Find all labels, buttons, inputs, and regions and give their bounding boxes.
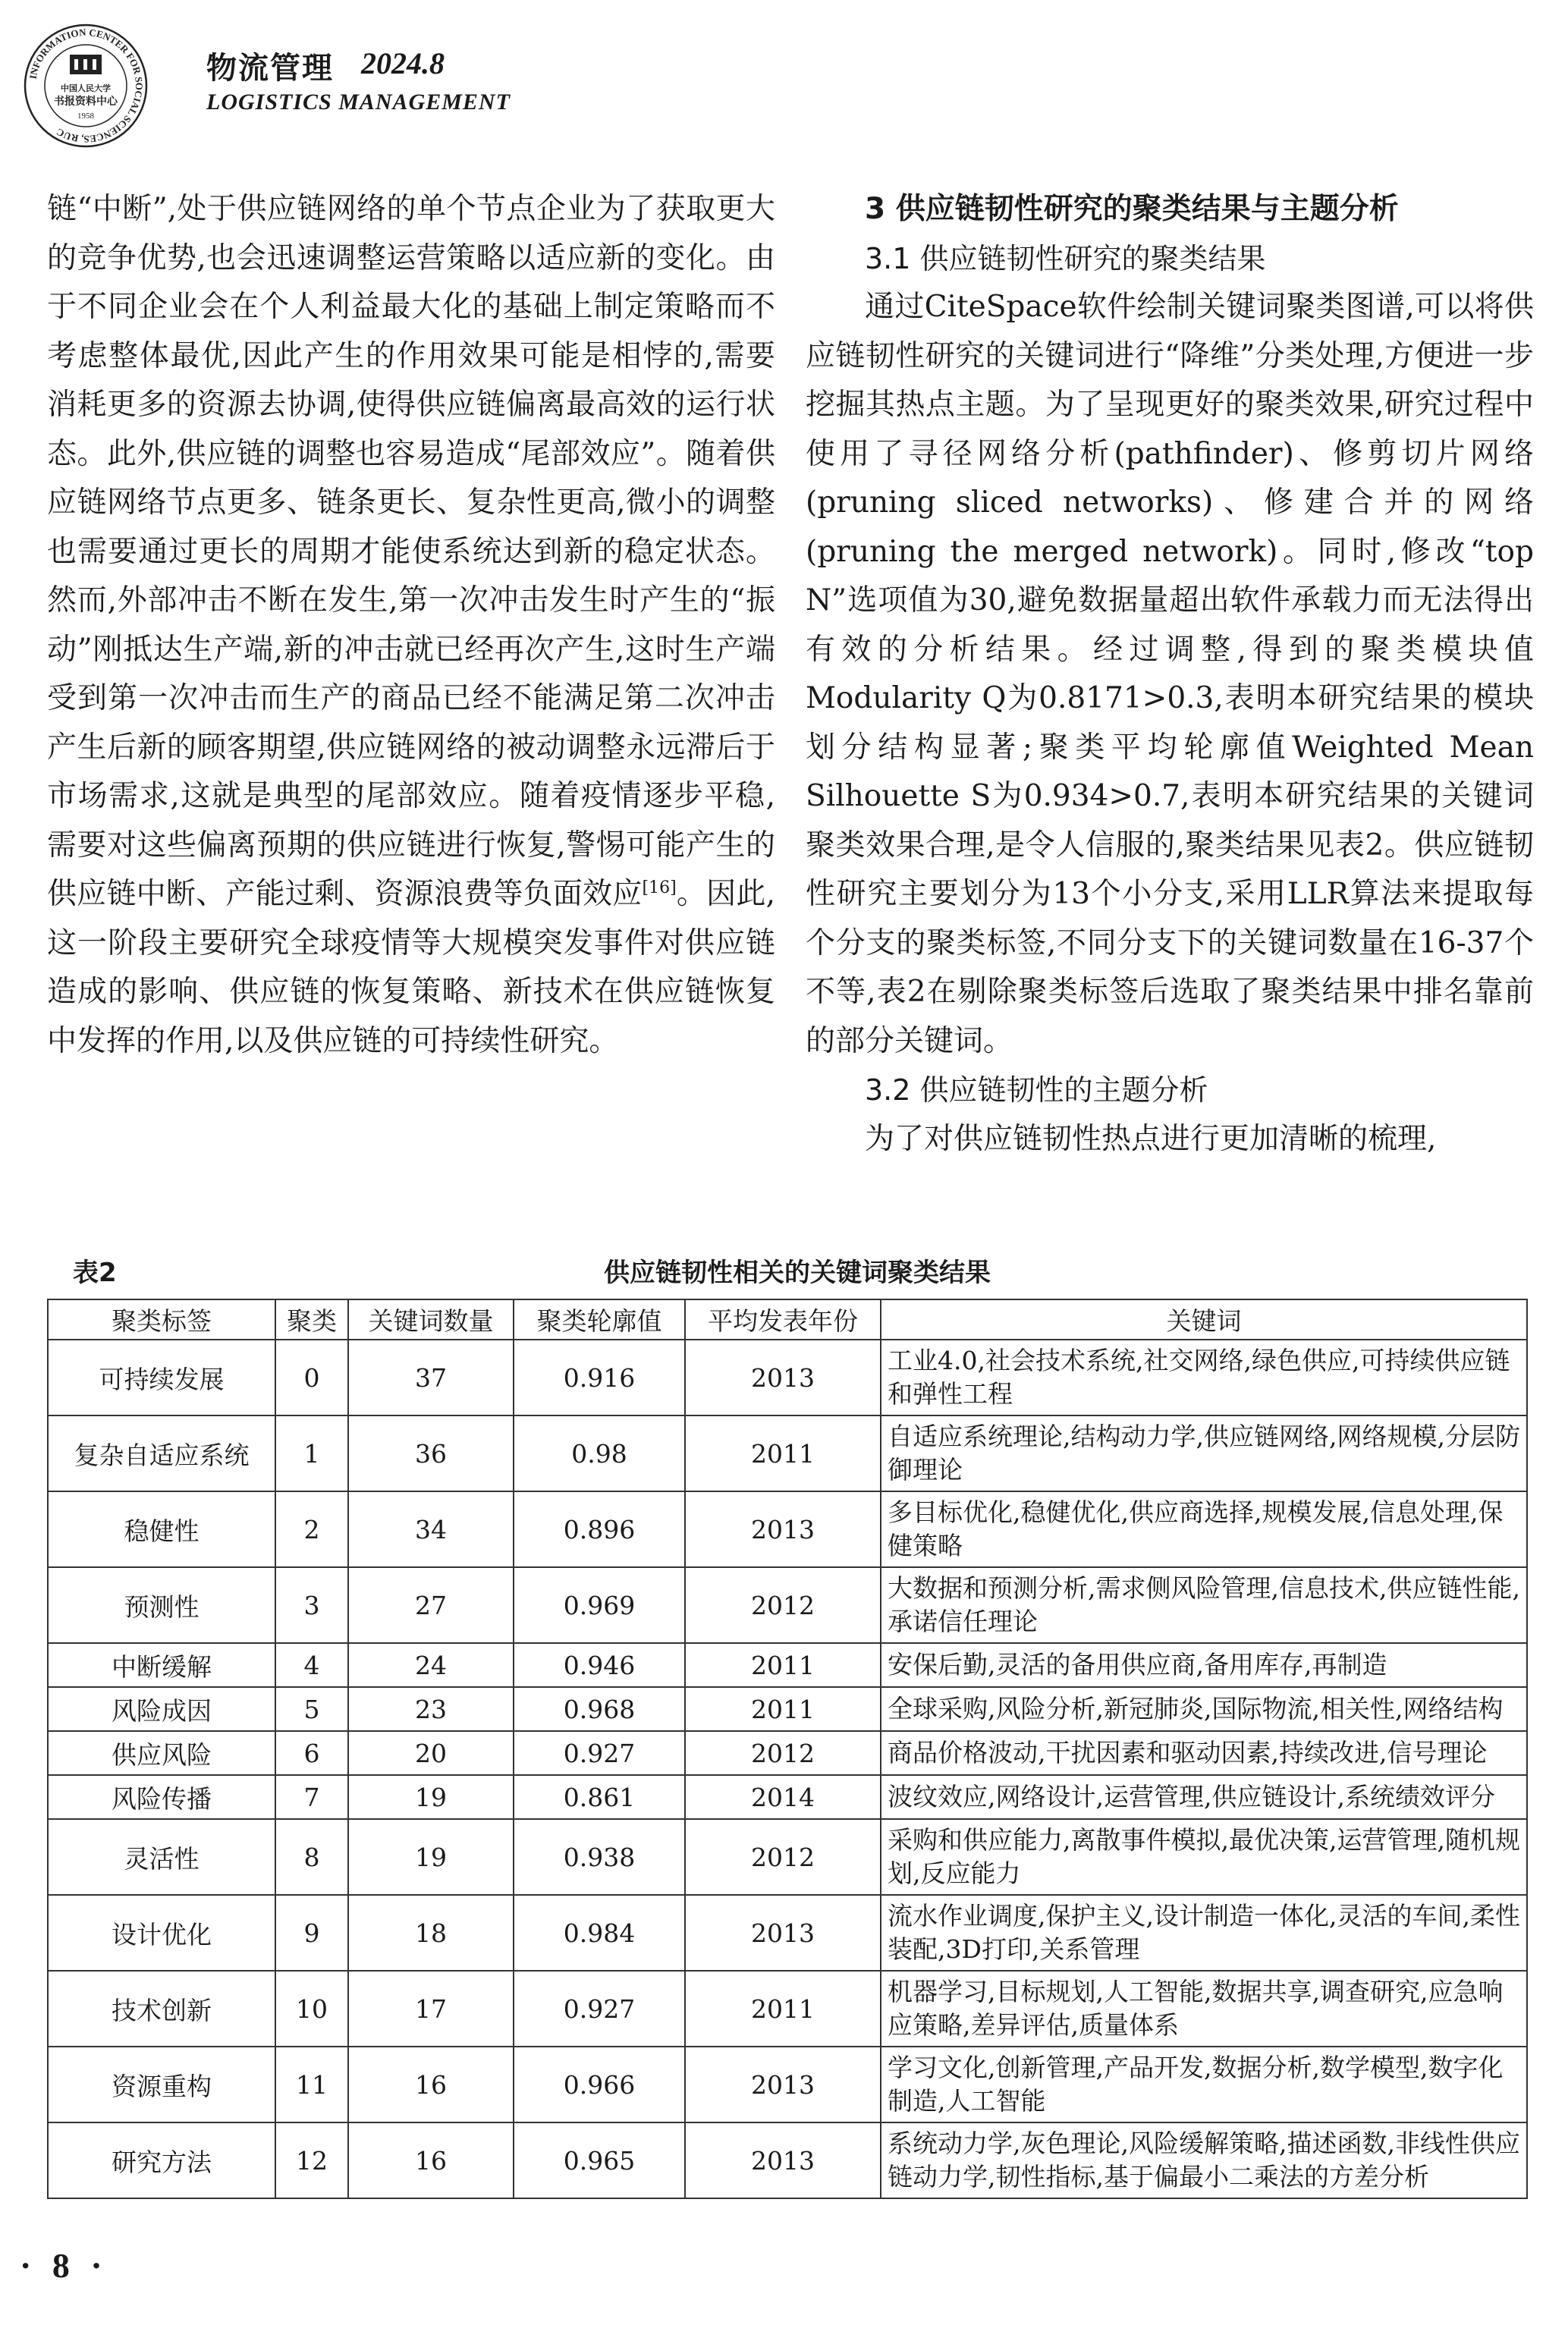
cell-keywords: 机器学习,目标规划,人工智能,数据共享,调查研究,应急响应策略,差异评估,质量体系 xyxy=(881,1971,1527,2047)
page-number: · 8 · xyxy=(20,2246,108,2285)
cell-cluster: 9 xyxy=(275,1895,348,1971)
cell-year: 2012 xyxy=(685,1567,881,1643)
cell-label: 资源重构 xyxy=(48,2047,275,2122)
cell-keywords: 波纹效应,网络设计,运营管理,供应链设计,系统绩效评分 xyxy=(881,1775,1527,1819)
cell-year: 2014 xyxy=(685,1775,881,1819)
body-paragraph xyxy=(47,185,775,1066)
cell-year: 2012 xyxy=(685,1819,881,1895)
cell-year: 2013 xyxy=(685,1895,881,1971)
cell-label: 风险成因 xyxy=(48,1687,275,1731)
table-row xyxy=(48,1687,1527,1731)
cell-count: 36 xyxy=(348,1415,514,1491)
left-column xyxy=(47,185,775,1066)
cell-label: 灵活性 xyxy=(48,1819,275,1895)
cell-keywords: 全球采购,风险分析,新冠肺炎,国际物流,相关性,网络结构 xyxy=(881,1687,1527,1731)
paragraph-text: 链“中断”,处于供应链网络的单个节点企业为了获取更大的竞争优势,也会迅速调整运营策略以适应新的变化。由于不同企业会在个人利益最大化的基础上制定策略而不考虑整体最优,因此产生的作用效果可能是相悖的,需要消耗更多的资源去协调,使得供应链偏离最高效的运行状态。此外,供应链的调整也容易造成“尾部效应”。随着供应链网络节点更多、链条更长、复杂性更高,微小的调整也需要通过更长的周期才能使系统达到新的稳定状态。然而,外部冲击不断在发生,第一次冲击发生时产生的“振动”刚抵达生产端,新的冲击就已经再次产生,这时生产端受到第一次冲击而生产的商品已经不能满足第二次冲击产生后新的顾客期望,供应链网络的被动调整永远滞后于市场需求,这就是典型的尾部效应。随着疫情逐步平稳,需要对这些偏离预期的供应链进行恢复,警惕可能产生的供应链中断、产能过剩、资源浪费等负面效应 xyxy=(47,192,775,911)
cell-cluster: 5 xyxy=(275,1687,348,1731)
svg-text:书报资料中心: 书报资料中心 xyxy=(54,96,118,108)
cell-year: 2011 xyxy=(685,1415,881,1491)
svg-text:中国人民大学: 中国人民大学 xyxy=(61,83,111,93)
cell-count: 24 xyxy=(348,1643,514,1687)
cell-silhouette: 0.861 xyxy=(514,1775,685,1819)
table-row xyxy=(48,1491,1527,1567)
cell-label: 稳健性 xyxy=(48,1491,275,1567)
cell-label: 预测性 xyxy=(48,1567,275,1643)
cell-year: 2011 xyxy=(685,1971,881,2047)
cell-keywords: 商品价格波动,干扰因素和驱动因素,持续改进,信号理论 xyxy=(881,1731,1527,1775)
column-header: 关键词数量 xyxy=(348,1299,514,1340)
cell-silhouette: 0.916 xyxy=(514,1340,685,1415)
institution-seal-logo xyxy=(21,21,150,150)
cell-silhouette: 0.984 xyxy=(514,1895,685,1971)
table-caption xyxy=(73,1252,1522,1290)
cell-label: 研究方法 xyxy=(48,2122,275,2198)
table-row xyxy=(48,1415,1527,1491)
cell-keywords: 大数据和预测分析,需求侧风险管理,信息技术,供应链性能,承诺信任理论 xyxy=(881,1567,1527,1643)
cell-cluster: 10 xyxy=(275,1971,348,2047)
cell-label: 风险传播 xyxy=(48,1775,275,1819)
cell-silhouette: 0.946 xyxy=(514,1643,685,1687)
body-paragraph: 通过CiteSpace软件绘制关键词聚类图谱,可以将供应链韧性研究的关键词进行“降维”分类处理,方便进一步挖掘其热点主题。为了呈现更好的聚类效果,研究过程中使用了寻径网络分析(pathfinder)、修剪切片网络(pruning sliced networks)、修建合并的网络(pruning the merged network)。同时,修改“top N”选项值为30,避免数据量超出软件承载力而无法得出有效的分析结果。经过调整,得到的聚类模块值Modularity Q为0.8171>0.3,表明本研究结果的模块划分结构显著;聚类平均轮廓值Weighted Mean Silhouette S为0.934>0.7,表明本研究结果的关键词聚类效果合理,是令人信服的,聚类结果见表2。供应链韧性研究主要划分为13个小分支,采用LLR算法来提取每个分支的聚类标签,不同分支下的关键词数量在16-37个不等,表2在剔除聚类标签后选取了聚类结果中排名靠前的部分关键词。 xyxy=(806,290,1534,1058)
cell-cluster: 1 xyxy=(275,1415,348,1491)
cell-count: 19 xyxy=(348,1819,514,1895)
cell-cluster: 0 xyxy=(275,1340,348,1415)
journal-issue: 2024.8 xyxy=(361,46,445,80)
journal-title: 物流管理 xyxy=(206,50,334,86)
keyword-cluster-table xyxy=(47,1299,1528,2199)
table-header-row xyxy=(48,1299,1527,1340)
table-row xyxy=(48,1775,1527,1819)
cell-count: 18 xyxy=(348,1895,514,1971)
table-row xyxy=(48,2122,1527,2198)
cell-year: 2013 xyxy=(685,2122,881,2198)
table-row xyxy=(48,1340,1527,1415)
column-header: 聚类轮廓值 xyxy=(514,1299,685,1340)
cell-silhouette: 0.938 xyxy=(514,1819,685,1895)
cell-count: 23 xyxy=(348,1687,514,1731)
cell-year: 2011 xyxy=(685,1687,881,1731)
cell-silhouette: 0.98 xyxy=(514,1415,685,1491)
cell-cluster: 2 xyxy=(275,1491,348,1567)
cell-count: 17 xyxy=(348,1971,514,2047)
cell-count: 34 xyxy=(348,1491,514,1567)
cell-keywords: 学习文化,创新管理,产品开发,数据分析,数学模型,数字化制造,人工智能 xyxy=(881,2047,1527,2122)
cell-silhouette: 0.927 xyxy=(514,1971,685,2047)
cell-label: 设计优化 xyxy=(48,1895,275,1971)
subsection-heading: 3.1 供应链韧性研究的聚类结果 xyxy=(865,241,1266,275)
cell-silhouette: 0.965 xyxy=(514,2122,685,2198)
table-row xyxy=(48,1971,1527,2047)
cell-label: 供应风险 xyxy=(48,1731,275,1775)
cell-cluster: 4 xyxy=(275,1643,348,1687)
right-column xyxy=(806,185,1534,1164)
cell-count: 20 xyxy=(348,1731,514,1775)
cell-label: 技术创新 xyxy=(48,1971,275,2047)
cell-keywords: 自适应系统理论,结构动力学,供应链网络,网络规模,分层防御理论 xyxy=(881,1415,1527,1491)
cell-cluster: 3 xyxy=(275,1567,348,1643)
masthead xyxy=(21,21,780,150)
cell-keywords: 工业4.0,社会技术系统,社交网络,绿色供应,可持续供应链和弹性工程 xyxy=(881,1340,1527,1415)
cell-silhouette: 0.968 xyxy=(514,1687,685,1731)
cell-count: 19 xyxy=(348,1775,514,1819)
column-header: 聚类标签 xyxy=(48,1299,275,1340)
cell-cluster: 12 xyxy=(275,2122,348,2198)
cell-keywords: 流水作业调度,保护主义,设计制造一体化,灵活的车间,柔性装配,3D打印,关系管理 xyxy=(881,1895,1527,1971)
svg-text:INFORMATION CENTER FOR SOCIAL: INFORMATION CENTER FOR SOCIAL SCIENCES, RUC xyxy=(27,26,146,146)
cell-count: 16 xyxy=(348,2047,514,2122)
cell-keywords: 多目标优化,稳健优化,供应商选择,规模发展,信息处理,保健策略 xyxy=(881,1491,1527,1567)
cell-count: 37 xyxy=(348,1340,514,1415)
body-paragraph: 为了对供应链韧性热点进行更加清晰的梳理, xyxy=(865,1121,1437,1156)
column-header: 聚类 xyxy=(275,1299,348,1340)
cell-silhouette: 0.966 xyxy=(514,2047,685,2122)
cell-label: 中断缓解 xyxy=(48,1643,275,1687)
table-row xyxy=(48,1895,1527,1971)
column-header: 平均发表年份 xyxy=(685,1299,881,1340)
cell-year: 2013 xyxy=(685,1340,881,1415)
cell-keywords: 采购和供应能力,离散事件模拟,最优决策,运营管理,随机规划,反应能力 xyxy=(881,1819,1527,1895)
table-row xyxy=(48,2047,1527,2122)
cell-year: 2012 xyxy=(685,1731,881,1775)
cell-cluster: 8 xyxy=(275,1819,348,1895)
cell-year: 2013 xyxy=(685,1491,881,1567)
cell-silhouette: 0.896 xyxy=(514,1491,685,1567)
cell-year: 2013 xyxy=(685,2047,881,2122)
table-row xyxy=(48,1731,1527,1775)
cell-count: 27 xyxy=(348,1567,514,1643)
table-row xyxy=(48,1567,1527,1643)
cell-silhouette: 0.927 xyxy=(514,1731,685,1775)
table-row xyxy=(48,1643,1527,1687)
table-row xyxy=(48,1819,1527,1895)
svg-text:1958: 1958 xyxy=(77,112,94,121)
cell-cluster: 7 xyxy=(275,1775,348,1819)
cell-silhouette: 0.969 xyxy=(514,1567,685,1643)
citation-ref: [16] xyxy=(642,878,677,897)
subsection-heading: 3.2 供应链韧性的主题分析 xyxy=(865,1073,1208,1107)
cell-cluster: 11 xyxy=(275,2047,348,2122)
paragraph-text: 。因此,这一阶段主要研究全球疫情等大规模突发事件对供应链造成的影响、供应链的恢复策略、新技术在供应链恢复中发挥的作用,以及供应链的可持续性研究。 xyxy=(47,877,775,1058)
cell-year: 2011 xyxy=(685,1643,881,1687)
journal-title-en: LOGISTICS MANAGEMENT xyxy=(206,90,511,115)
cell-label: 可持续发展 xyxy=(48,1340,275,1415)
table-title: 供应链韧性相关的关键词聚类结果 xyxy=(604,1258,991,1288)
cell-keywords: 安保后勤,灵活的备用供应商,备用库存,再制造 xyxy=(881,1643,1527,1687)
table-number: 表2 xyxy=(73,1258,117,1288)
column-header: 关键词 xyxy=(881,1299,1527,1340)
cell-keywords: 系统动力学,灰色理论,风险缓解策略,描述函数,非线性供应链动力学,韧性指标,基于偏最小二乘法的方差分析 xyxy=(881,2122,1527,2198)
section-heading: 3 供应链韧性研究的聚类结果与主题分析 xyxy=(865,192,1399,226)
cell-label: 复杂自适应系统 xyxy=(48,1415,275,1491)
cell-count: 16 xyxy=(348,2122,514,2198)
cell-cluster: 6 xyxy=(275,1731,348,1775)
